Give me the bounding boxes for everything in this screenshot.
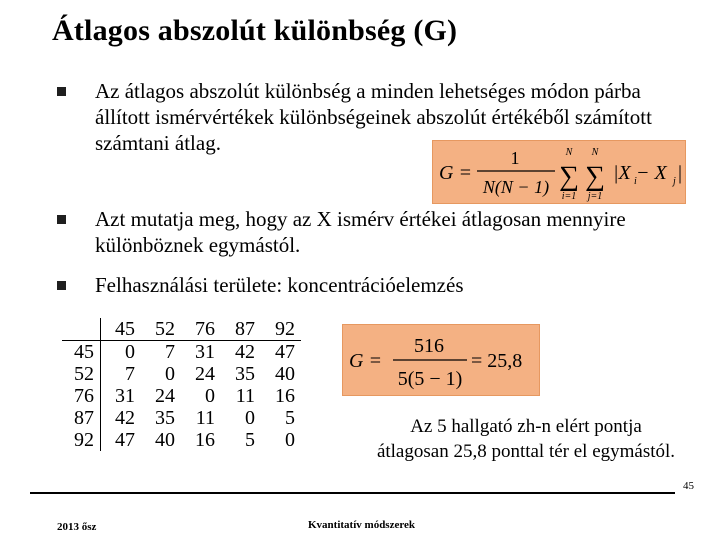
matrix-cell: 11 [195, 407, 215, 429]
matrix-row [62, 407, 301, 429]
matrix-cell: 24 [195, 363, 215, 385]
sum-upper-i: N [565, 147, 573, 158]
matrix-cell: 16 [195, 429, 215, 451]
matrix-row-header: 52 [62, 363, 101, 385]
matrix-cell: 7 [125, 363, 135, 385]
general-formula [432, 140, 686, 204]
formula-numerator: 1 [510, 148, 520, 168]
matrix-header-row [62, 318, 301, 341]
sum-sign-icon: ∑ [559, 161, 579, 192]
matrix-cell: 0 [125, 341, 135, 363]
term-xj: − X [636, 162, 667, 184]
matrix-col-header: 76 [181, 318, 221, 341]
example-denominator: 5(5 − 1) [397, 368, 463, 390]
bullet-text-usage: Felhasználási területe: koncentrációelemzés [95, 273, 464, 297]
footer-semester: 2013 ősz [57, 521, 97, 533]
example-formula [342, 324, 540, 396]
matrix-cell: 5 [285, 407, 295, 429]
bullet-icon [57, 281, 66, 290]
matrix-row-header: 76 [62, 385, 101, 407]
term-xi: |X [613, 162, 631, 184]
matrix-row-header: 92 [62, 429, 101, 451]
bullet-text-definition: Az átlagos abszolút különbség a minden lehetséges módon párba állított ismérvértékek különbségeinek abszolút értékéből számított számtani átlag. [95, 79, 652, 155]
matrix-row [62, 341, 301, 364]
matrix-row [62, 429, 301, 451]
matrix-cell: 31 [195, 341, 215, 363]
matrix-cell: 0 [165, 363, 175, 385]
example-result: = 25,8 [471, 350, 523, 372]
matrix-row [62, 363, 301, 385]
footer-divider [30, 492, 675, 494]
matrix-col-header: 52 [141, 318, 181, 341]
sum-upper-j: N [591, 147, 599, 158]
bullet-text-meaning: Azt mutatja meg, hogy az X ismérv értékei átlagosan mennyire különböznek egymástól. [95, 207, 626, 257]
example-numerator: 516 [414, 335, 444, 357]
matrix-row [62, 385, 301, 407]
matrix-col-header: 87 [221, 318, 261, 341]
matrix-corner [62, 318, 101, 341]
matrix-cell: 5 [245, 429, 255, 451]
formula-denominator: N(N − 1) [482, 177, 550, 197]
footer-course: Kvantitatív módszerek [308, 519, 416, 531]
formula-lhs: G = [439, 162, 472, 184]
sum-lower-j: j=1 [587, 191, 603, 202]
matrix-cell: 40 [155, 429, 175, 451]
matrix-cell: 0 [205, 385, 215, 407]
matrix-cell: 31 [115, 385, 135, 407]
matrix-cell: 42 [115, 407, 135, 429]
matrix-cell: 16 [275, 385, 295, 407]
matrix-cell: 0 [245, 407, 255, 429]
bullet-icon [57, 215, 66, 224]
matrix-col-header: 92 [261, 318, 301, 341]
matrix-cell: 47 [275, 341, 295, 363]
sub-i: i [634, 176, 637, 187]
caption-line-1: Az 5 hallgató zh-n elért pontja [410, 416, 642, 437]
result-caption [336, 414, 716, 464]
matrix-cell: 7 [165, 341, 175, 363]
difference-matrix [62, 318, 301, 451]
matrix-cell: 35 [155, 407, 175, 429]
sum-lower-i: i=1 [561, 191, 577, 202]
matrix-cell: 24 [155, 385, 175, 407]
matrix-cell: 40 [275, 363, 295, 385]
bullet-icon [57, 87, 66, 96]
sum-sign-icon: ∑ [585, 161, 605, 192]
abs-close: | [678, 162, 683, 184]
example-lhs: G = [349, 350, 382, 372]
matrix-row-header: 87 [62, 407, 101, 429]
matrix-cell: 35 [235, 363, 255, 385]
matrix-col-header: 45 [101, 318, 142, 341]
sub-j: j [673, 176, 676, 187]
page-number: 45 [683, 480, 694, 492]
matrix-cell: 0 [285, 429, 295, 451]
slide-title: Átlagos abszolút különbség (G) [52, 14, 458, 47]
caption-line-2: átlagosan 25,8 ponttal tér el egymástól. [376, 441, 676, 462]
matrix-row-header: 45 [62, 341, 101, 364]
matrix-cell: 11 [235, 385, 255, 407]
matrix-cell: 42 [235, 341, 255, 363]
matrix-cell: 47 [115, 429, 135, 451]
